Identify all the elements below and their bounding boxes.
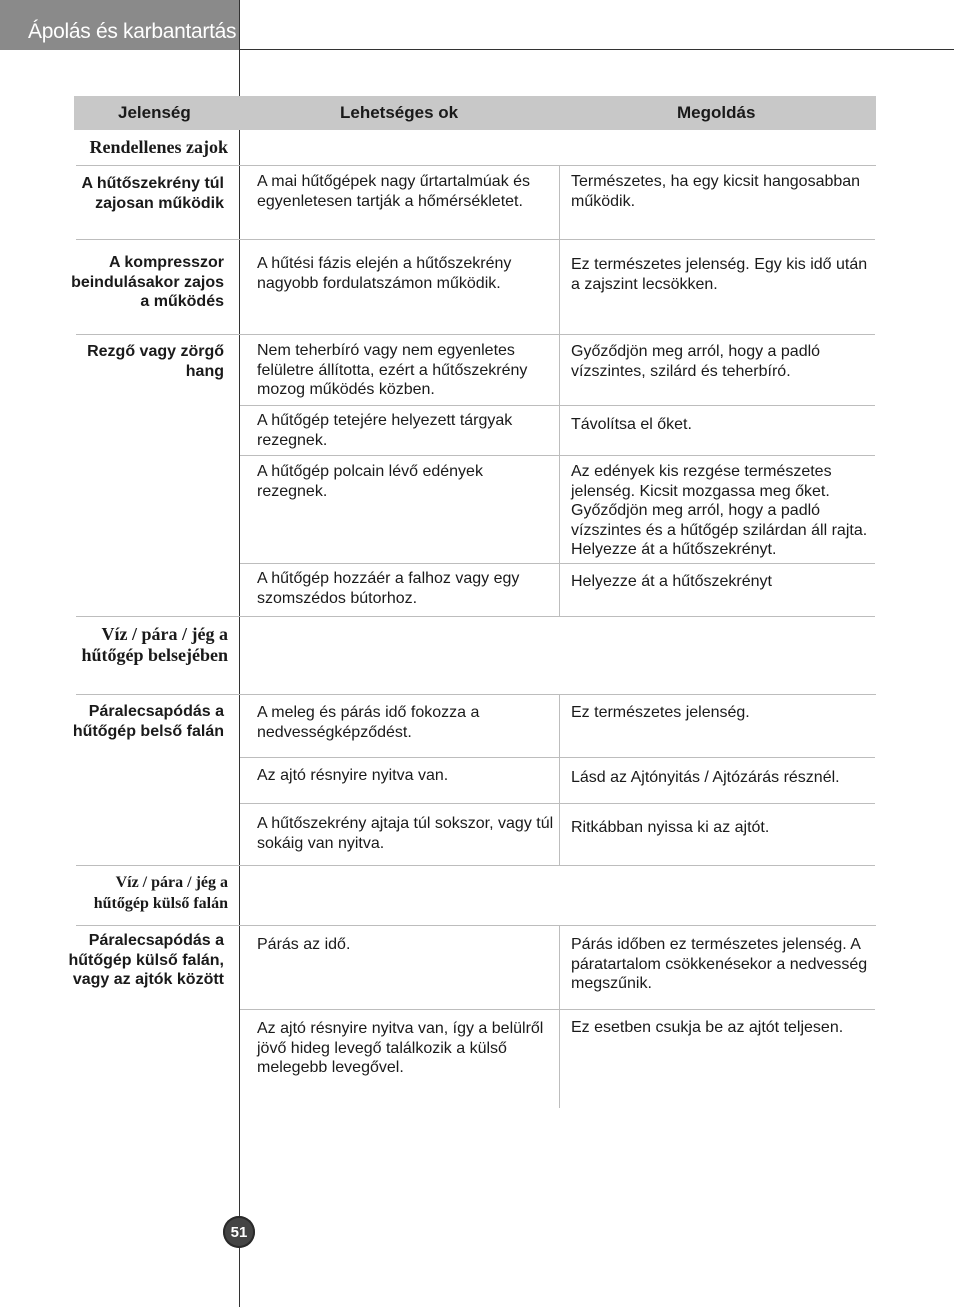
symptom-group [76, 335, 875, 617]
cause-cell: Nem teherbíró vagy nem egyenletes felületre állította, ezért a hűtőszekrény mozog működés közben. [257, 342, 528, 398]
table-row [240, 406, 875, 456]
solution-cell: Helyezze át a hűtőszekrényt [571, 573, 772, 590]
table-row [240, 1010, 875, 1108]
table-row [240, 166, 875, 240]
column-header-symptom: Jelenség [118, 103, 191, 122]
page-number-badge [223, 1216, 255, 1248]
section-heading: Rendellenes zajok [89, 137, 228, 157]
solution-cell: Lásd az Ajtónyitás / Ajtózárás résznél. [571, 769, 840, 786]
solution-cell: Ritkábban nyissa ki az ajtót. [571, 819, 770, 836]
symptom-group [68, 926, 875, 1108]
cause-cell: A mai hűtőgépek nagy űrtartalmúak és egyenletesen tartják a hőmérsékletet. [257, 173, 531, 210]
symptom-group [71, 240, 875, 335]
cause-cell: A hűtőgép hozzáér a falhoz vagy egy szomszédos bútorhoz. [257, 570, 520, 607]
solution-cell: Távolítsa el őket. [571, 416, 692, 433]
symptom-label: Rezgő vagy zörgő hang [87, 343, 224, 380]
section-title: Ápolás és karbantartás [28, 20, 237, 43]
table-row [240, 335, 875, 406]
symptom-group [72, 695, 875, 866]
cause-cell: A hűtőszekrény ajtaja túl sokszor, vagy túl sokáig van nyitva. [257, 815, 554, 852]
solution-cell: Ez természetes jelenség. [571, 704, 750, 721]
solution-cell: Ez esetben csukja be az ajtót teljesen. [571, 1019, 844, 1036]
symptom-label: A kompresszor beindulásakor zajos a működés [71, 254, 224, 310]
solution-cell: Győződjön meg arról, hogy a padló vízszintes, szilárd és teherbíró. [571, 343, 821, 380]
symptom-label: Páralecsapódás a hűtőgép külső falán, vagy az ajtók között [68, 932, 224, 988]
solution-cell: Párás időben ez természetes jelenség. A páratartalom csökkenésekor a nedvesség megszűnik. [571, 936, 868, 992]
table-row [240, 456, 875, 564]
table-row [240, 695, 875, 758]
cause-cell: A hűtési fázis elején a hűtőszekrény nagyobb fordulatszámon működik. [257, 255, 512, 292]
cause-cell: A hűtőgép polcain lévő edények rezegnek. [257, 463, 483, 500]
cause-cell: A hűtőgép tetejére helyezett tárgyak rezegnek. [257, 412, 513, 449]
section-heading: Víz / pára / jég a hűtőgép belsejében [81, 624, 228, 665]
cause-cell: Az ajtó résnyire nyitva van. [257, 767, 449, 784]
table-row [240, 240, 875, 335]
section-heading-row [76, 866, 876, 926]
table-header [74, 96, 876, 130]
header-rule [240, 49, 954, 50]
cause-cell: A meleg és párás idő fokozza a nedvességképződést. [257, 704, 480, 741]
column-header-solution: Megoldás [677, 103, 756, 122]
section-heading-row [76, 617, 876, 695]
section-header-tab [0, 0, 240, 50]
cause-cell: Párás az idő. [257, 936, 351, 953]
cause-cell: Az ajtó résnyire nyitva van, így a belülről jövő hideg levegő találkozik a külső melegebb levegővel. [257, 1020, 544, 1076]
section-heading: Víz / pára / jég a hűtőgép külső falán [93, 874, 228, 912]
table-row [240, 564, 875, 617]
section-heading-row [76, 130, 876, 166]
table-row [240, 758, 875, 804]
solution-cell: Az edények kis rezgése természetes jelenség. Kicsit mozgassa meg őket. Győződjön meg arról, hogy a padló vízszintes és a hűtőgép szilárdan áll rajta. Helyezze át a hűtőszekrényt. [571, 463, 868, 558]
column-header-cause: Lehetséges ok [340, 103, 459, 122]
symptom-label: Páralecsapódás a hűtőgép belső falán [72, 703, 224, 740]
solution-cell: Ez természetes jelenség. Egy kis idő után a zajszint lecsökken. [571, 256, 868, 293]
page-number: 51 [230, 1223, 248, 1241]
symptom-label: A hűtőszekrény túl zajosan működik [81, 175, 224, 212]
table-row [240, 926, 875, 1010]
symptom-group [76, 166, 875, 240]
table-row [240, 804, 875, 866]
solution-cell: Természetes, ha egy kicsit hangosabban működik. [571, 173, 861, 210]
